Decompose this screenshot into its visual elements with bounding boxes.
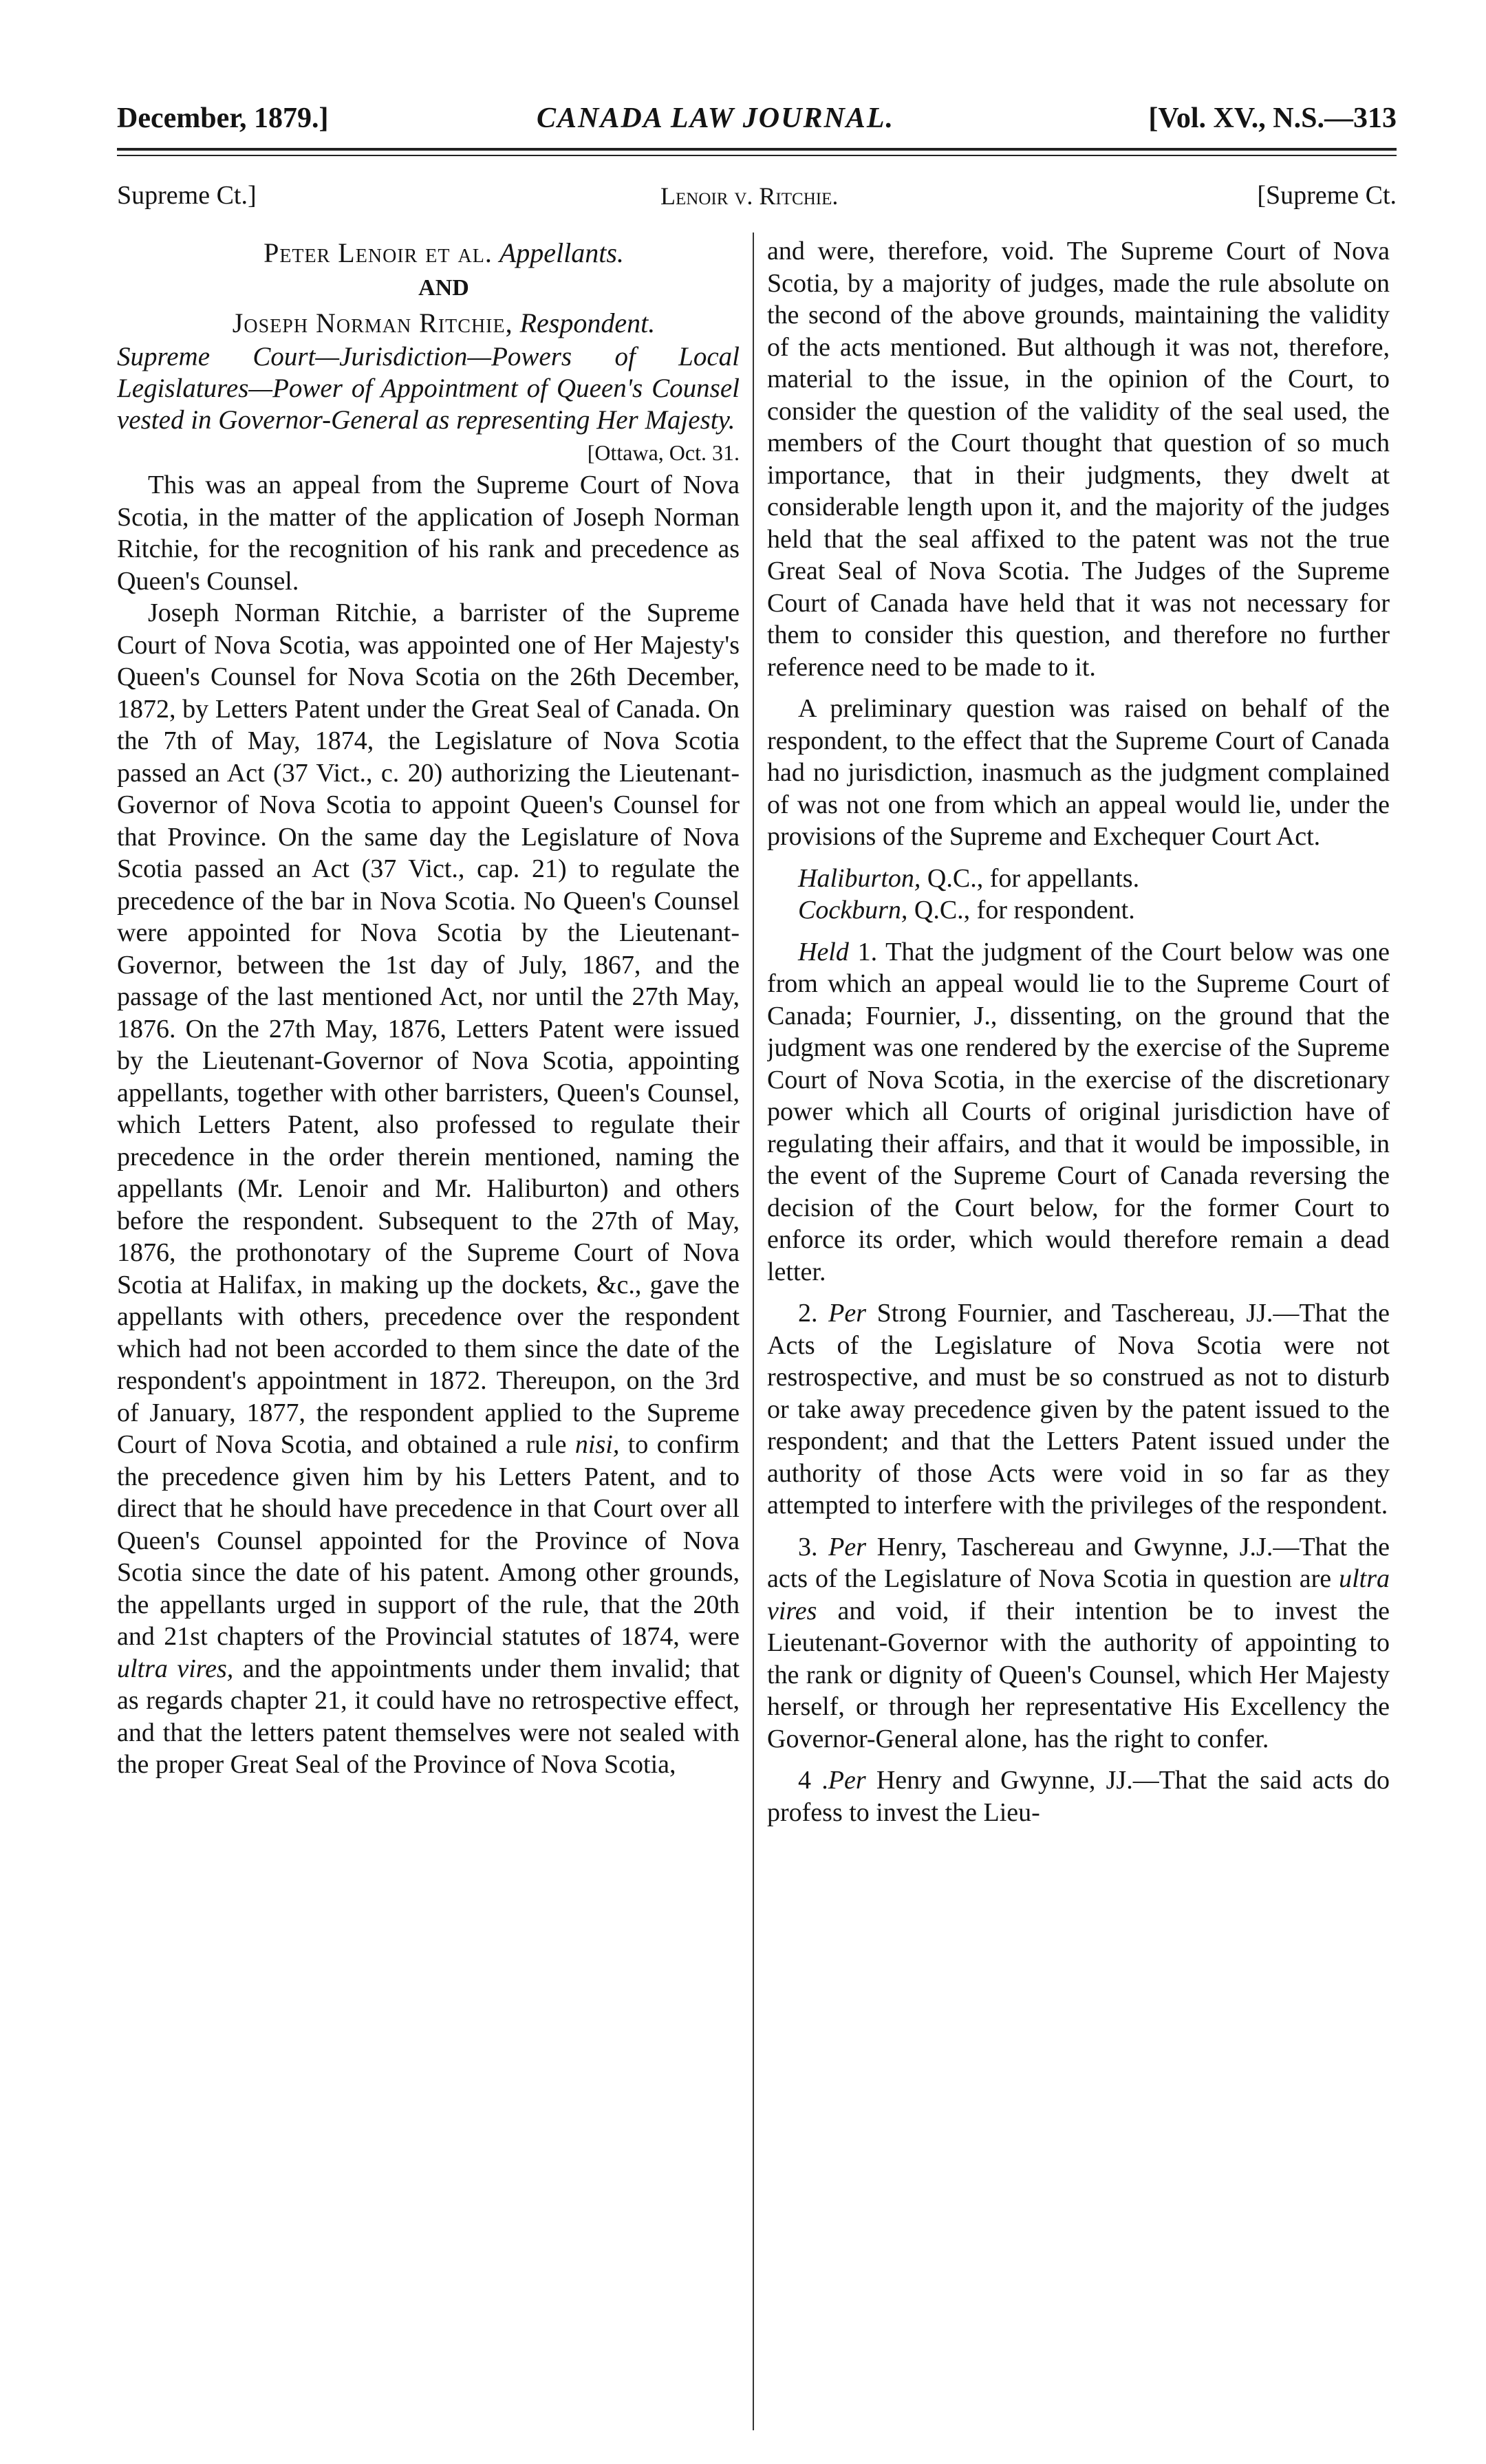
dateline: [Ottawa, Oct. 31.	[587, 440, 740, 465]
header-rule-thin	[117, 155, 1397, 156]
respondent-name: Joseph Norman Ritchie,	[232, 307, 513, 338]
respondent-role: Respondent.	[519, 307, 656, 338]
paragraph: Joseph Norman Ritchie, a barrister of the Supreme Court of Nova Scotia, was appointed one of Her Majesty's Queen's Counsel for Nova Scotia on the 26th December, 1872, by Letters Patent under the Great Seal of Canada. On the 7th of May, 1874, the Legislature of Nova Scotia passed an Act (37 Vict., c. 20) authorizing the Lieutenant-Governor of Nova Scotia to appoint Queen's Counsel for that Province. On the same day the Legislature of Nova Scotia passed an Act (37 Vict., cap. 21) to regulate the precedence of the bar in Nova Scotia. No Queen's Counsel were appointed for Nova Scotia by the Lieutenant-Governor, between the 1st day of July, 1867, and the passage of the last mentioned Act, nor until the 27th May, 1876. On the 27th May, 1876, Letters Patent were issued by the Lieutenant-Governor of Nova Scotia, appointing appellants, together with other barristers, Queen's Counsel, which Letters Patent, also professed to regulate their precedence in the order therein mentioned, naming the appellants (Mr. Lenoir and Mr. Haliburton) and others before the respondent. Subsequent to the 27th of May, 1876, the prothonotary of the Supreme Court of Nova Scotia at Halifax, in making up the dockets, &c., gave the appellants with others, precedence over the respondent which had not been accorded to them since the date of the respondent's appointment in 1872. Thereupon, on the 3rd of January, 1877, the respondent applied to the Supreme Court of Nova Scotia, and obtained a rule nisi, to confirm the precedence given him by his Letters Patent, and to direct that he should have precedence in that Court over all Queen's Counsel appointed for the Province of Nova Scotia since the date of his patent. Among other grounds, the appellants urged in support of the rule, that the 20th and 21st chapters of the Provincial statutes of 1874, were ultra vires, and the appointments under them invalid; that as regards chapter 21, it could have no retrospective effect, and that the letters patent themselves were not sealed with the proper Great Seal of the Province of Nova Scotia,	[117, 598, 740, 1779]
court-left: Supreme Ct.]	[117, 181, 257, 210]
case-short-title: Lenoir v. Ritchie.	[660, 182, 839, 210]
paragraph: and were, therefore, void. The Supreme Court of Nova Scotia, by a majority of judges, made the rule absolute on the second of the above grounds, maintaining the validity of the acts mentioned. But although it was not, therefore, material to the issue, in the opinion of the Court, to consider the question of the validity of the seal used, the members of the Court thought that question of so much importance, that in their judgments, they dwelt at considerable length upon it, and the majority of the judges held that the seal affixed to the patent was not the true Great Seal of Nova Scotia. The Judges of the Supreme Court of Canada have held that it was not necessary for them to consider this question, and therefore no further reference need to be made to it.	[767, 237, 1390, 682]
headnote: Supreme Court—Jurisdiction—Powers of Local Legislatures—Power of Appointment of Queen's Counsel vested in Governor-General as representing Her Majesty.	[117, 342, 740, 435]
appellant-line	[117, 235, 740, 271]
running-head-date: December, 1879.]	[117, 102, 329, 134]
held-4: 4 .Per Henry and Gwynne, JJ.—That the said acts do profess to invest the Lieu-	[767, 1766, 1390, 1827]
header-rule-thick	[117, 148, 1397, 151]
journal-title: CANADA LAW JOURNAL.	[537, 102, 894, 134]
volume-page-number: [Vol. XV., N.S.—313	[1148, 102, 1397, 134]
appellant-name: Peter Lenoir et al.	[263, 237, 493, 268]
case-and: AND	[418, 275, 469, 301]
right-column	[767, 235, 1390, 2433]
counsel-appellants: Haliburton, Q.C., for appellants.	[798, 863, 1140, 893]
held-1: Held 1. That the judgment of the Court below was one from which an appeal would lie to the Supreme Court of Canada; Fournier, J., dissenting, on the ground that the judgment was one rendered by the exercise of the Supreme Court of Nova Scotia, in the exercise of the discretionary power which all Courts of original jurisdiction have of regulating their affairs, and that it would be impossible, in the event of the Supreme Court of Canada reversing the decision of the Court below, for the former Court to enforce its order, which would therefore remain a dead letter.	[767, 937, 1390, 1286]
counsel-respondent: Cockburn, Q.C., for respondent.	[798, 896, 1135, 925]
respondent-line	[117, 305, 740, 341]
paragraph: This was an appeal from the Supreme Court of Nova Scotia, in the matter of the application of Joseph Norman Ritchie, for the recognition of his rank and precedence as Queen's Counsel.	[117, 471, 740, 596]
section-head	[117, 180, 1397, 215]
column-divider	[753, 233, 754, 2430]
court-right: [Supreme Ct.	[1257, 181, 1397, 210]
appellant-role: Appellants.	[499, 237, 624, 268]
held-3: 3. Per Henry, Taschereau and Gwynne, J.J.—That the acts of the Legislature of Nova Scotia in question are ultra vires and void, if their intention be to invest the Lieutenant-Governor with the authority of appointing to the rank or dignity of Queen's Counsel, which Her Majesty herself, or through her representative His Excellency the Governor-General alone, has the right to confer.	[767, 1532, 1390, 1753]
held-2: 2. Per Strong Fournier, and Taschereau, JJ.—That the Acts of the Legislature of Nova Scotia were not restrospective, and must be so construed as not to disturb or take away precedence given by the patent issued to the respondent; and that the Letters Patent issued under the authority of those Acts were void in so far as they attempted to interfere with the privileges of the respondent.	[767, 1299, 1390, 1520]
left-column	[117, 235, 740, 2433]
paragraph: A preliminary question was raised on behalf of the respondent, to the effect that the Supreme Court of Canada had no jurisdiction, inasmuch as the judgment complained of was not one from which an appeal would lie, under the provisions of the Supreme and Exchequer Court Act.	[767, 694, 1390, 851]
running-head	[117, 102, 1397, 143]
